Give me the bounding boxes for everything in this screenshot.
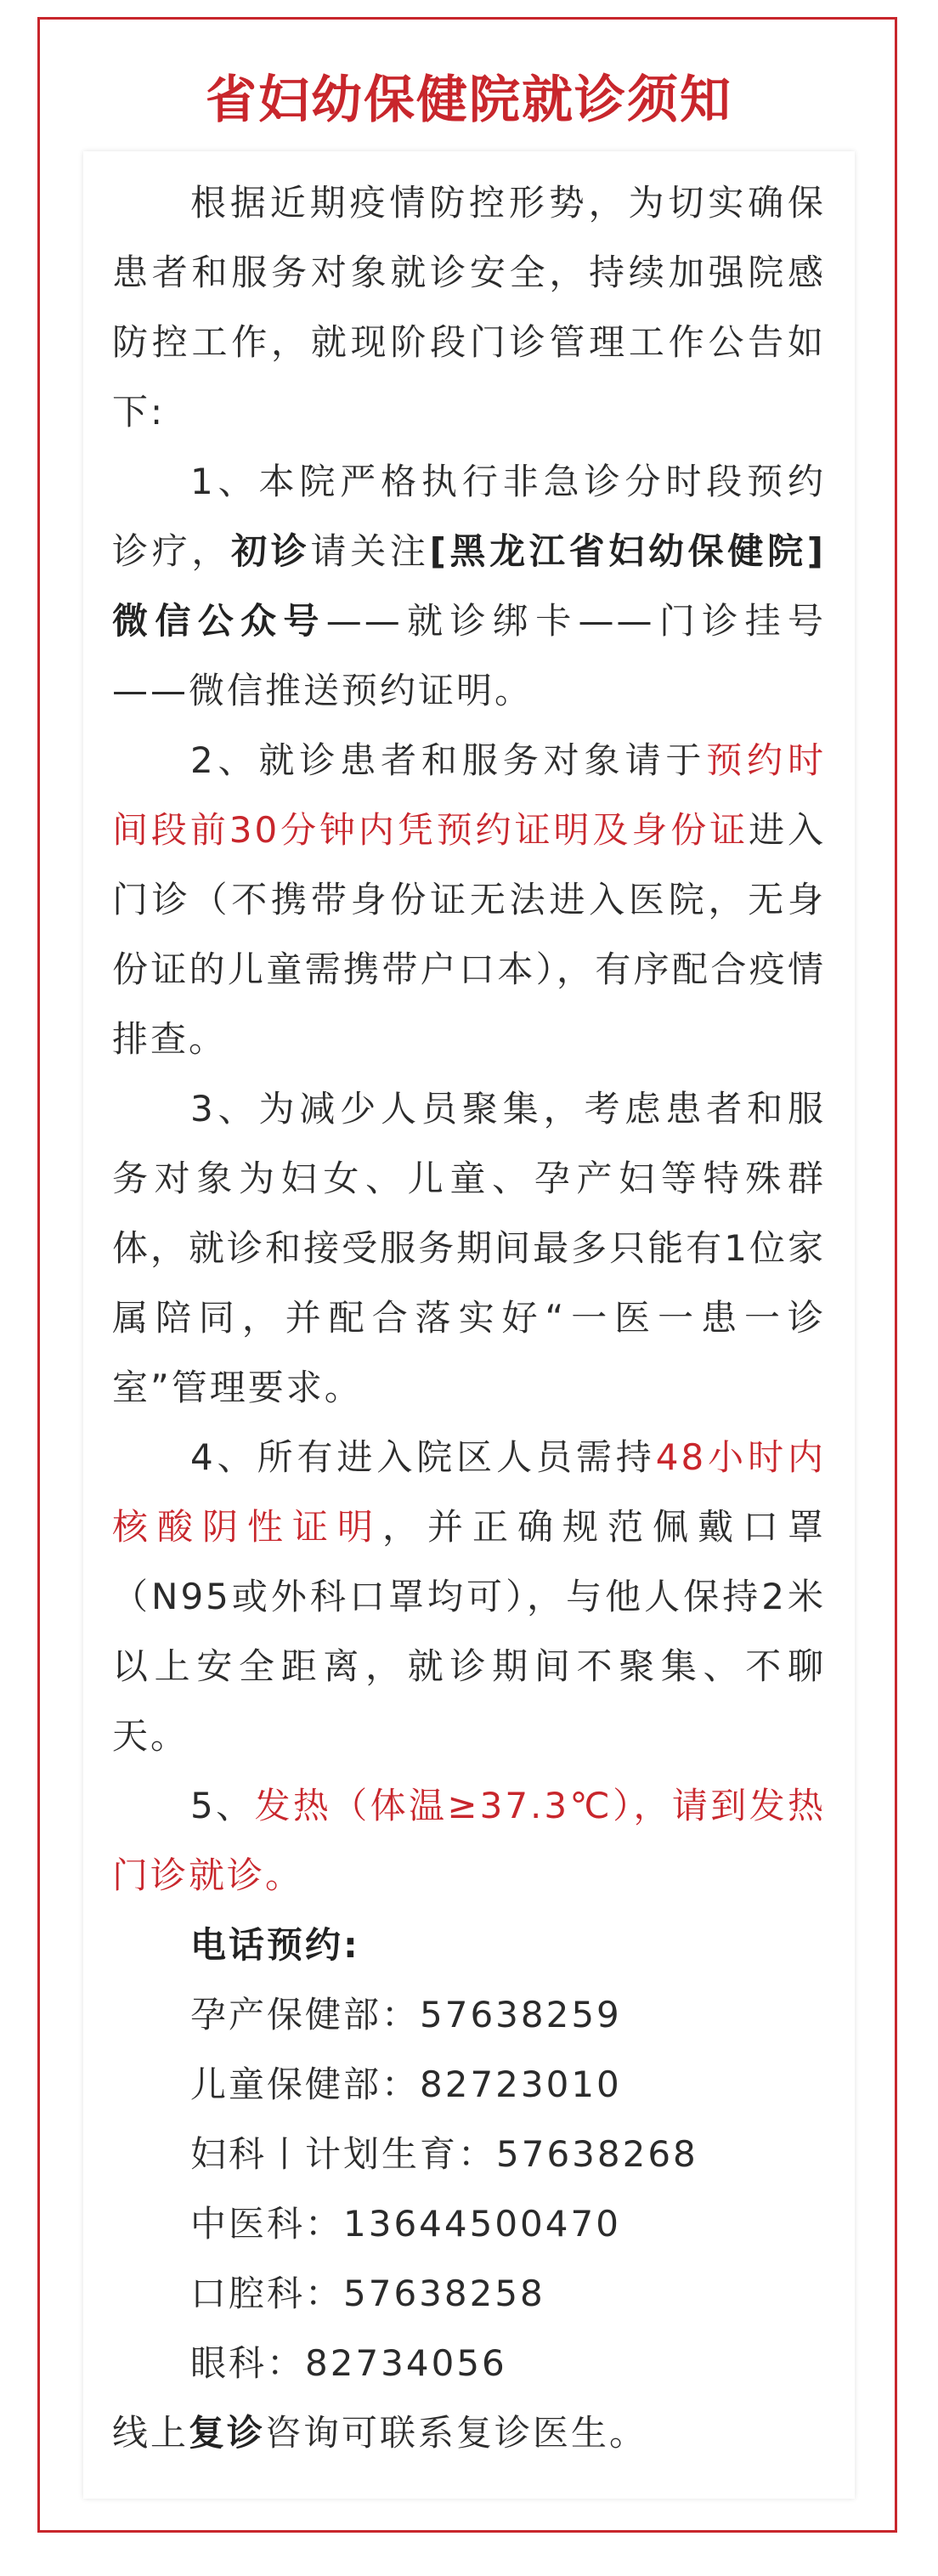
item-5-text-a: 5、 — [190, 1785, 255, 1826]
item-4-text-a: 4、所有进入院区人员需持 — [190, 1436, 656, 1478]
item-3-paragraph: 3、为减少人员聚集，考虑患者和服务对象为妇女、儿童、孕产妇等特殊群体，就诊和接受服务期间最多只能有1位家属陪同，并配合落实好“一医一患一诊室”管理要求。 — [112, 1088, 826, 1408]
intro-paragraph: 根据近期疫情防控形势，为切实确保患者和服务对象就诊安全，持续加强院感防控工作，就现阶段门诊管理工作公告如下: — [112, 182, 826, 433]
item-1-text-e: ——就诊绑卡——门诊挂号——微信推送预约证明。 — [112, 600, 826, 711]
item-1-wechat-account: [黑龙江省妇幼保健院]微信公众号 — [112, 530, 826, 642]
item-1-text-c: 请关注 — [310, 530, 430, 572]
page-title: 省妇幼保健院就诊须知 — [206, 71, 732, 130]
item-4-highlight: 48小时内核酸阴性证明 — [112, 1436, 826, 1548]
phone-ophthalmology: 眼科：82734056 — [190, 2342, 507, 2384]
item-5-paragraph — [112, 1771, 826, 1911]
notice-content — [112, 168, 826, 2468]
item-2-paragraph — [112, 726, 826, 1074]
footer-text-c: 咨询可联系复诊医生。 — [265, 2412, 648, 2454]
phone-gynecology: 妇科丨计划生育：57638268 — [190, 2133, 698, 2175]
phone-maternal: 孕产保健部：57638259 — [190, 1994, 622, 2035]
item-1-first-visit: 初诊 — [231, 530, 311, 572]
item-4-paragraph — [112, 1423, 826, 1771]
phone-dental: 口腔科：57638258 — [190, 2273, 545, 2314]
phone-child: 儿童保健部：82723010 — [190, 2064, 622, 2105]
footer-note — [112, 2398, 826, 2468]
item-2-highlight: 预约时间段前30分钟内凭预约证明及身份证 — [112, 739, 826, 851]
footer-revisit: 复诊 — [189, 2412, 266, 2454]
item-1-text-a: 1、本院严格执行非急诊分时段预约诊疗， — [112, 461, 826, 572]
footer-text-a: 线上 — [112, 2412, 189, 2454]
item-2-text-c: 进入门诊（不携带身份证无法进入医院，无身份证的儿童需携带户口本），有序配合疫情排查。 — [112, 809, 826, 1060]
item-5-highlight: 发热（体温≥37.3℃），请到发热门诊就诊。 — [112, 1785, 826, 1896]
item-1-paragraph — [112, 447, 826, 726]
phone-title: 电话预约: — [190, 1924, 360, 1966]
item-4-text-c: ，并正确规范佩戴口罩（N95或外科口罩均可），与他人保持2米以上安全距离，就诊期间不聚集、不聊天。 — [112, 1506, 826, 1757]
item-2-text-a: 2、就诊患者和服务对象请于 — [190, 739, 707, 781]
phone-tcm: 中医科：13644500470 — [190, 2203, 621, 2245]
